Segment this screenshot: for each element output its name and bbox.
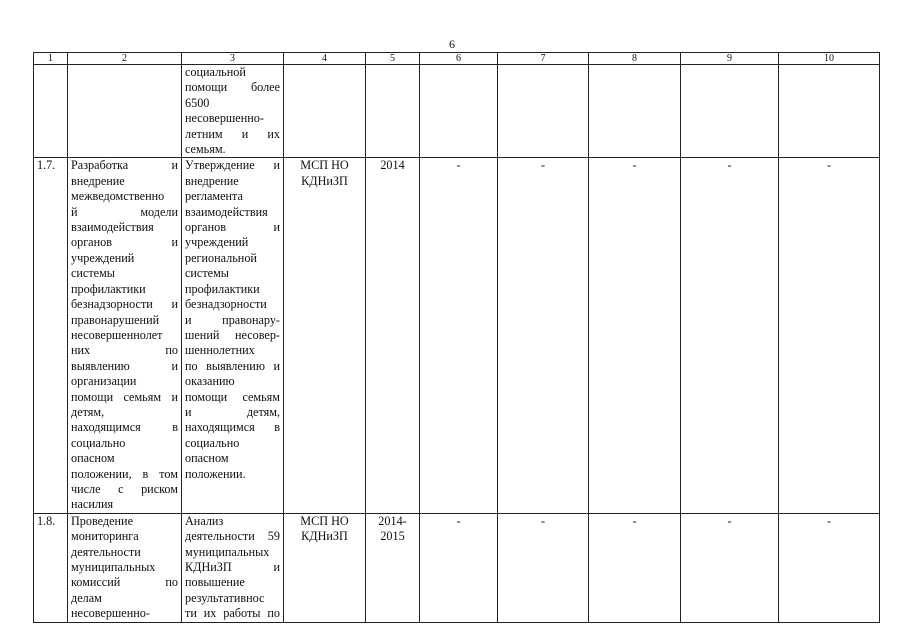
- cell-executor: [284, 65, 366, 158]
- column-number-header: [34, 53, 880, 65]
- cell-num: 1.8.: [34, 513, 68, 622]
- table-row: [34, 513, 880, 622]
- header-col-6: 6: [420, 53, 498, 65]
- cell-period: [366, 65, 420, 158]
- cell-text-line: мониторинга: [71, 529, 139, 544]
- cell-text-line: внедрение: [71, 173, 125, 188]
- cell-text-line: муниципальных: [185, 544, 270, 559]
- cell-col7: -: [498, 513, 589, 622]
- header-col-10: 10: [779, 53, 880, 65]
- cell-text-line: безнадзорности и: [71, 297, 178, 312]
- cell-result: [182, 158, 284, 513]
- cell-text-line: выявлению и: [71, 358, 178, 373]
- cell-text-line: системы: [185, 266, 229, 281]
- table-row: [34, 158, 880, 513]
- cell-text-line: них по: [71, 343, 178, 358]
- cell-col10: -: [779, 513, 880, 622]
- cell-text-line: социально: [185, 435, 240, 450]
- cell-result: [182, 65, 284, 158]
- cell-text-line: деятельности: [71, 544, 141, 559]
- cell-text-line: правонарушений: [71, 312, 160, 327]
- cell-text-line: результативнос: [185, 590, 265, 605]
- cell-text-line: Разработка и: [71, 158, 178, 173]
- cell-text-line: Анализ: [185, 513, 224, 528]
- cell-col8: -: [589, 513, 681, 622]
- cell-text-line: оказанию: [185, 374, 235, 389]
- cell-text-line: КДНиЗП: [301, 529, 348, 544]
- cell-text-line: взаимодействия: [185, 204, 268, 219]
- cell-text-line: положении.: [185, 466, 246, 481]
- cell-text-line: профилактики: [71, 281, 146, 296]
- plan-table: [33, 52, 880, 623]
- cell-text-line: органов и: [71, 235, 178, 250]
- cell-text-line: деятельности 59: [185, 529, 280, 544]
- cell-col9: [681, 65, 779, 158]
- cell-text-line: несовершеннолет: [71, 327, 163, 342]
- cell-text-line: КДНиЗП: [301, 173, 348, 188]
- cell-text-line: й модели: [71, 204, 178, 219]
- cell-text-line: 2014-: [378, 513, 407, 528]
- cell-text-line: опасном: [71, 451, 115, 466]
- cell-text-line: Проведение: [71, 513, 133, 528]
- header-col-8: 8: [589, 53, 681, 65]
- cell-text-line: помощи более: [185, 80, 280, 95]
- cell-text-line: регламента: [185, 189, 243, 204]
- cell-text-line: помощи семьям: [185, 389, 280, 404]
- header-col-9: 9: [681, 53, 779, 65]
- header-col-5: 5: [366, 53, 420, 65]
- cell-col7: [498, 65, 589, 158]
- cell-text-line: КДНиЗП и: [185, 560, 280, 574]
- cell-text-line: комиссий по: [71, 575, 178, 590]
- cell-activity: [68, 513, 182, 622]
- cell-activity: [68, 65, 182, 158]
- cell-text-line: несовершенно-: [71, 606, 150, 621]
- cell-text-line: положении, в том: [71, 466, 178, 481]
- cell-col9: -: [681, 158, 779, 513]
- cell-text-line: внедрение: [185, 173, 239, 188]
- cell-text-line: и правонару-: [185, 312, 280, 327]
- cell-col10: [779, 65, 880, 158]
- cell-text-line: находящимся в: [71, 420, 178, 435]
- cell-text-line: и детям,: [185, 404, 280, 419]
- cell-text-line: МСП НО: [300, 513, 349, 528]
- cell-text-line: социальной: [185, 65, 246, 79]
- cell-text-line: региональной: [185, 250, 257, 265]
- cell-col6: -: [420, 158, 498, 513]
- cell-text-line: организации: [71, 374, 137, 389]
- cell-period: [366, 158, 420, 513]
- header-col-7: 7: [498, 53, 589, 65]
- header-col-2: 2: [68, 53, 182, 65]
- cell-text-line: профилактики: [185, 281, 260, 296]
- cell-executor: [284, 158, 366, 513]
- cell-period: [366, 513, 420, 622]
- cell-text-line: находящимся в: [185, 420, 280, 435]
- cell-text-line: летним и их: [185, 126, 280, 141]
- cell-text-line: учреждений: [71, 250, 135, 265]
- cell-text-line: системы: [71, 266, 115, 281]
- cell-col8: -: [589, 158, 681, 513]
- cell-text-line: семьям.: [185, 142, 226, 157]
- cell-col10: -: [779, 158, 880, 513]
- cell-num: 1.7.: [34, 158, 68, 513]
- cell-text-line: несовершенно-: [185, 111, 264, 126]
- cell-text-line: шеннолетних: [185, 343, 255, 358]
- cell-text-line: 2015: [380, 529, 405, 544]
- header-col-4: 4: [284, 53, 366, 65]
- table-row-continuation: [34, 65, 880, 158]
- cell-text-line: числе с риском: [71, 481, 178, 496]
- cell-text-line: учреждений: [185, 235, 249, 250]
- cell-text-line: помощи семьям и: [71, 389, 178, 404]
- cell-activity: [68, 158, 182, 513]
- page-number: 6: [449, 37, 455, 51]
- cell-text-line: опасном: [185, 451, 229, 466]
- cell-text-line: социально: [71, 435, 126, 450]
- cell-col6: [420, 65, 498, 158]
- cell-col6: -: [420, 513, 498, 622]
- cell-text-line: Утверждение и: [185, 158, 280, 173]
- cell-executor: [284, 513, 366, 622]
- cell-text-line: насилия: [71, 497, 114, 512]
- cell-col7: -: [498, 158, 589, 513]
- cell-text-line: МСП НО: [300, 158, 349, 173]
- cell-text-line: делам: [71, 590, 102, 605]
- cell-col9: -: [681, 513, 779, 622]
- cell-num: [34, 65, 68, 158]
- cell-col8: [589, 65, 681, 158]
- header-col-1: 1: [34, 53, 68, 65]
- cell-text-line: 2014: [380, 158, 405, 173]
- cell-text-line: безнадзорности: [185, 297, 267, 312]
- cell-text-line: ти их работы по: [185, 606, 280, 621]
- cell-text-line: шений несовер-: [185, 327, 280, 342]
- cell-text-line: 6500: [185, 95, 210, 110]
- cell-text-line: органов и: [185, 220, 280, 235]
- cell-text-line: детям,: [71, 404, 105, 419]
- cell-text-line: межведомственно: [71, 189, 165, 204]
- cell-text-line: повышение: [185, 575, 245, 590]
- cell-text-line: муниципальных: [71, 560, 156, 574]
- cell-result: [182, 513, 284, 622]
- header-col-3: 3: [182, 53, 284, 65]
- cell-text-line: по выявлению и: [185, 358, 280, 373]
- cell-text-line: взаимодействия: [71, 220, 154, 235]
